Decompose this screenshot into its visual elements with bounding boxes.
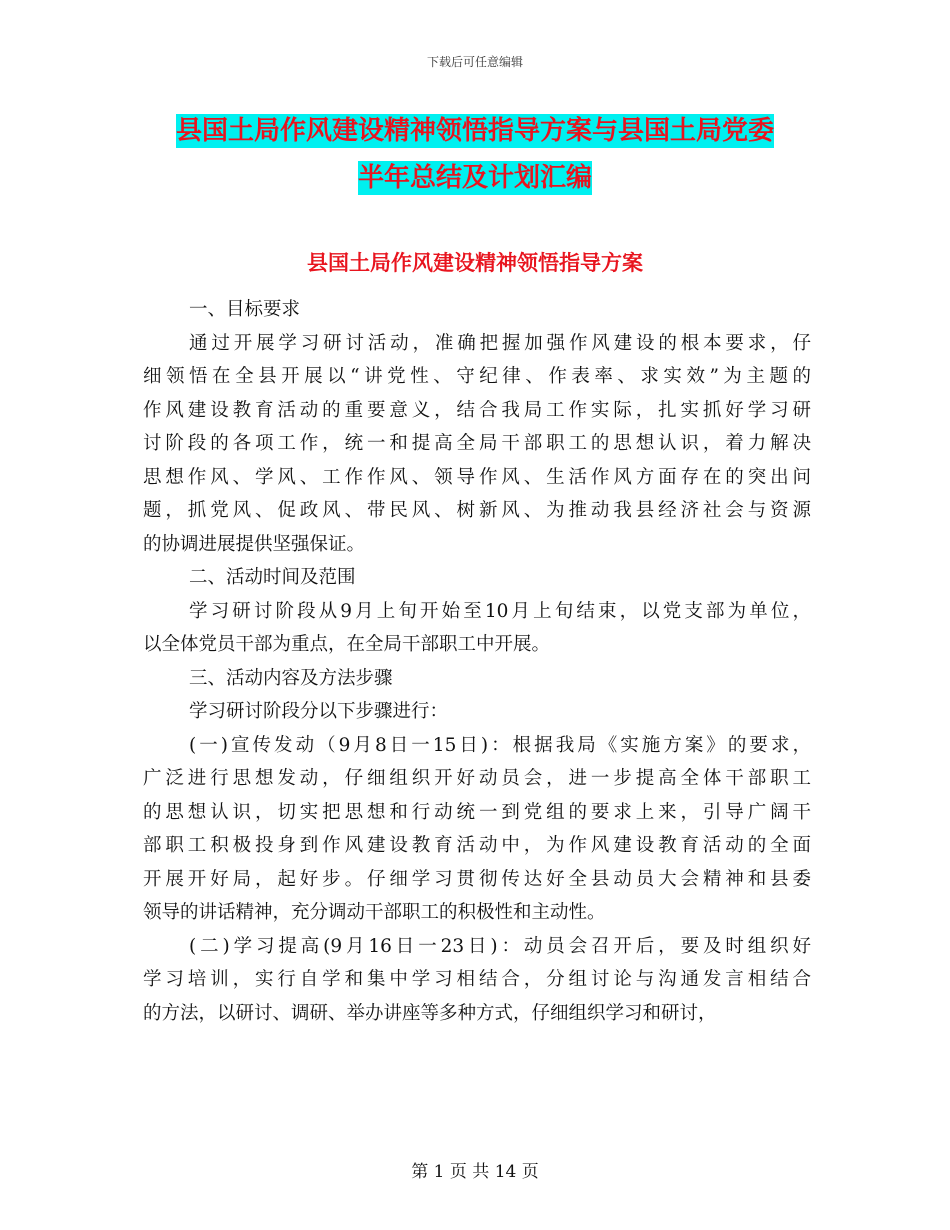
paragraph-line: 作风建设教育活动的重要意义，结合我局工作实际，扎实抓好学习研 <box>143 399 811 421</box>
paragraph-line: 三、活动内容及方法步骤 <box>189 667 393 689</box>
paragraph-line: 的方法，以研讨、调研、举办讲座等多种方式，仔细组织学习和研讨， <box>143 1002 717 1024</box>
paragraph-line: 广泛进行思想发动，仔细组织开好动员会，进一步提高全体干部职工 <box>143 768 811 789</box>
paragraph <box>143 293 811 327</box>
paragraph-line: 题，抓党风、促政风、带民风、树新风、为推动我县经济社会与资源 <box>143 500 811 521</box>
header-note: 下载后可任意编辑 <box>426 55 523 69</box>
document-title-line-1: 县国土局作风建设精神领悟指导方案与县国土局党委 <box>175 116 774 146</box>
document-title <box>0 108 950 202</box>
paragraph-line: 学习研讨阶段分以下步骤进行： <box>189 701 449 722</box>
paragraph-line: 二、活动时间及范围 <box>189 567 356 588</box>
paragraph-line: 以全体党员干部为重点，在全局干部职工中开展。 <box>143 634 551 655</box>
paragraph-line: (二)学习提高(9月16日一23日)：动员会召开后，要及时组织好 <box>189 935 811 957</box>
section-title: 县国土局作风建设精神领悟指导方案 <box>307 250 643 275</box>
paragraph <box>143 595 811 662</box>
paragraph-line: 思想作风、学风、工作作风、领导作风、生活作风方面存在的突出问 <box>143 466 811 488</box>
paragraph-line: 通过开展学习研讨活动，准确把握加强作风建设的根本要求，仔 <box>189 332 811 354</box>
paragraph-line: 的思想认识，切实把思想和行动统一到党组的要求上来，引导广阔干 <box>143 801 811 823</box>
paragraph-line: 领导的讲话精神，充分调动干部职工的积极性和主动性。 <box>143 902 606 923</box>
paragraph-line: 的协调进展提供坚强保证。 <box>143 533 366 555</box>
document-title-line-2: 半年总结及计划汇编 <box>357 163 592 193</box>
paragraph <box>143 729 811 930</box>
paragraph <box>143 561 811 595</box>
paragraph <box>143 695 811 729</box>
paragraph-line: 开展开好局，起好步。仔细学习贯彻传达好全县动员大会精神和县委 <box>143 868 811 890</box>
document-body <box>143 293 811 1030</box>
paragraph <box>143 327 811 562</box>
paragraph <box>143 930 811 1031</box>
paragraph-line: 讨阶段的各项工作，统一和提高全局干部职工的思想认识，着力解决 <box>143 433 811 454</box>
paragraph-line: 学习研讨阶段从9月上旬开始至10月上旬结束，以党支部为单位， <box>189 600 811 622</box>
paragraph-line: (一)宣传发动（9月8日一15日)：根据我局《实施方案》的要求， <box>189 734 811 756</box>
paragraph-line: 学习培训，实行自学和集中学习相结合，分组讨论与沟通发言相结合 <box>143 969 811 990</box>
paragraph-line: 一、目标要求 <box>189 299 301 320</box>
page-footer: 第 1 页 共 14 页 <box>411 1162 539 1182</box>
paragraph <box>143 662 811 696</box>
paragraph-line: 部职工积极投身到作风建设教育活动中，为作风建设教育活动的全面 <box>143 835 811 856</box>
paragraph-line: 细领悟在全县开展以“讲党性、守纪律、作表率、求实效”为主题的 <box>143 366 811 387</box>
